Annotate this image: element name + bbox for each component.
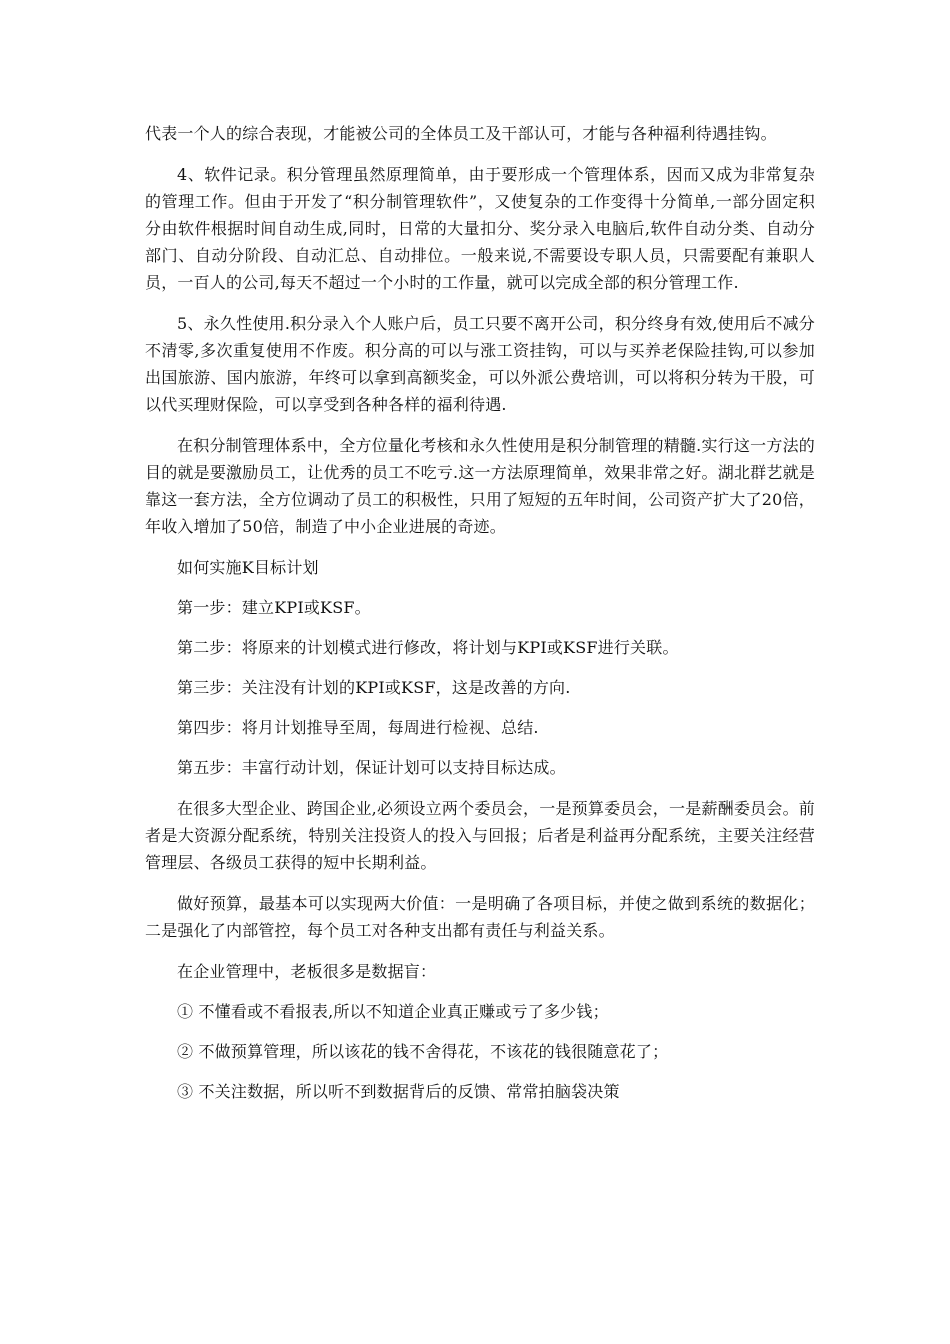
paragraph-software-record: 4、软件记录。积分管理虽然原理简单，由于要形成一个管理体系，因而又成为非常复杂的管理工作。但由于开发了“积分制管理软件”，又使复杂的工作变得十分简单,一部分固定积分由软件根据时间自动生成,同时，日常的大量扣分、奖分录入电脑后,软件自动分类、自动分部门、自动分阶段、自动汇总、自动排位。一般来说,不需要设专职人员，只需要配有兼职人员，一百人的公司,每天不超过一个小时的工作量，就可以完成全部的积分管理工作. xyxy=(145,165,815,292)
step-four: 第四步：将月计划推导至周，每周进行检视、总结. xyxy=(177,718,539,737)
step-five: 第五步：丰富行动计划，保证计划可以支持目标达成。 xyxy=(177,758,566,777)
paragraph-permanent-use: 5、永久性使用.积分录入个人账户后，员工只要不离开公司，积分终身有效,使用后不减分不清零,多次重复使用不作废。积分高的可以与涨工资挂钩，可以与买养老保险挂钩,可以参加出国旅游、国内旅游，年终可以拿到高额奖金，可以外派公费培训，可以将积分转为干股，可以代买理财保险，可以享受到各种各样的福利待遇. xyxy=(145,314,815,414)
document-body xyxy=(145,120,815,1105)
section-heading-k-target-plan: 如何实施K目标计划 xyxy=(177,558,319,577)
paragraph-committees: 在很多大型企业、跨国企业,必须设立两个委员会，一是预算委员会，一是薪酬委员会。前者是大资源分配系统，特别关注投资人的投入与回报；后者是利益再分配系统，主要关注经营管理层、各级员工获得的短中长期利益。 xyxy=(145,799,815,872)
step-two: 第二步：将原来的计划模式进行修改，将计划与KPI或KSF进行关联。 xyxy=(177,638,679,657)
step-one: 第一步：建立KPI或KSF。 xyxy=(177,598,371,617)
paragraph-continuation: 代表一个人的综合表现，才能被公司的全体员工及干部认可，才能与各种福利待遇挂钩。 xyxy=(145,124,777,143)
paragraph-points-system-essence: 在积分制管理体系中，全方位量化考核和永久性使用是积分制管理的精髓.实行这一方法的目的就是要激励员工，让优秀的员工不吃亏.这一方法原理简单，效果非常之好。湖北群艺就是靠这一套方法，全方位调动了员工的积极性，只用了短短的五年时间，公司资产扩大了20倍，年收入增加了50倍，制造了中小企业进展的奇迹。 xyxy=(145,436,815,536)
paragraph-data-blind: 在企业管理中，老板很多是数据盲： xyxy=(177,962,437,981)
paragraph-budget-value: 做好预算，最基本可以实现两大价值：一是明确了各项目标，并使之做到系统的数据化；二是强化了内部管控，每个员工对各种支出都有责任与利益关系。 xyxy=(145,894,815,940)
step-three: 第三步：关注没有计划的KPI或KSF，这是改善的方向. xyxy=(177,678,571,697)
list-item-2: ② 不做预算管理，所以该花的钱不舍得花，不该花的钱很随意花了； xyxy=(177,1042,669,1061)
list-item-1: ① 不懂看或不看报表,所以不知道企业真正赚或亏了多少钱； xyxy=(177,1002,609,1021)
list-item-3: ③ 不关注数据，所以听不到数据背后的反馈、常常拍脑袋决策 xyxy=(177,1082,620,1101)
